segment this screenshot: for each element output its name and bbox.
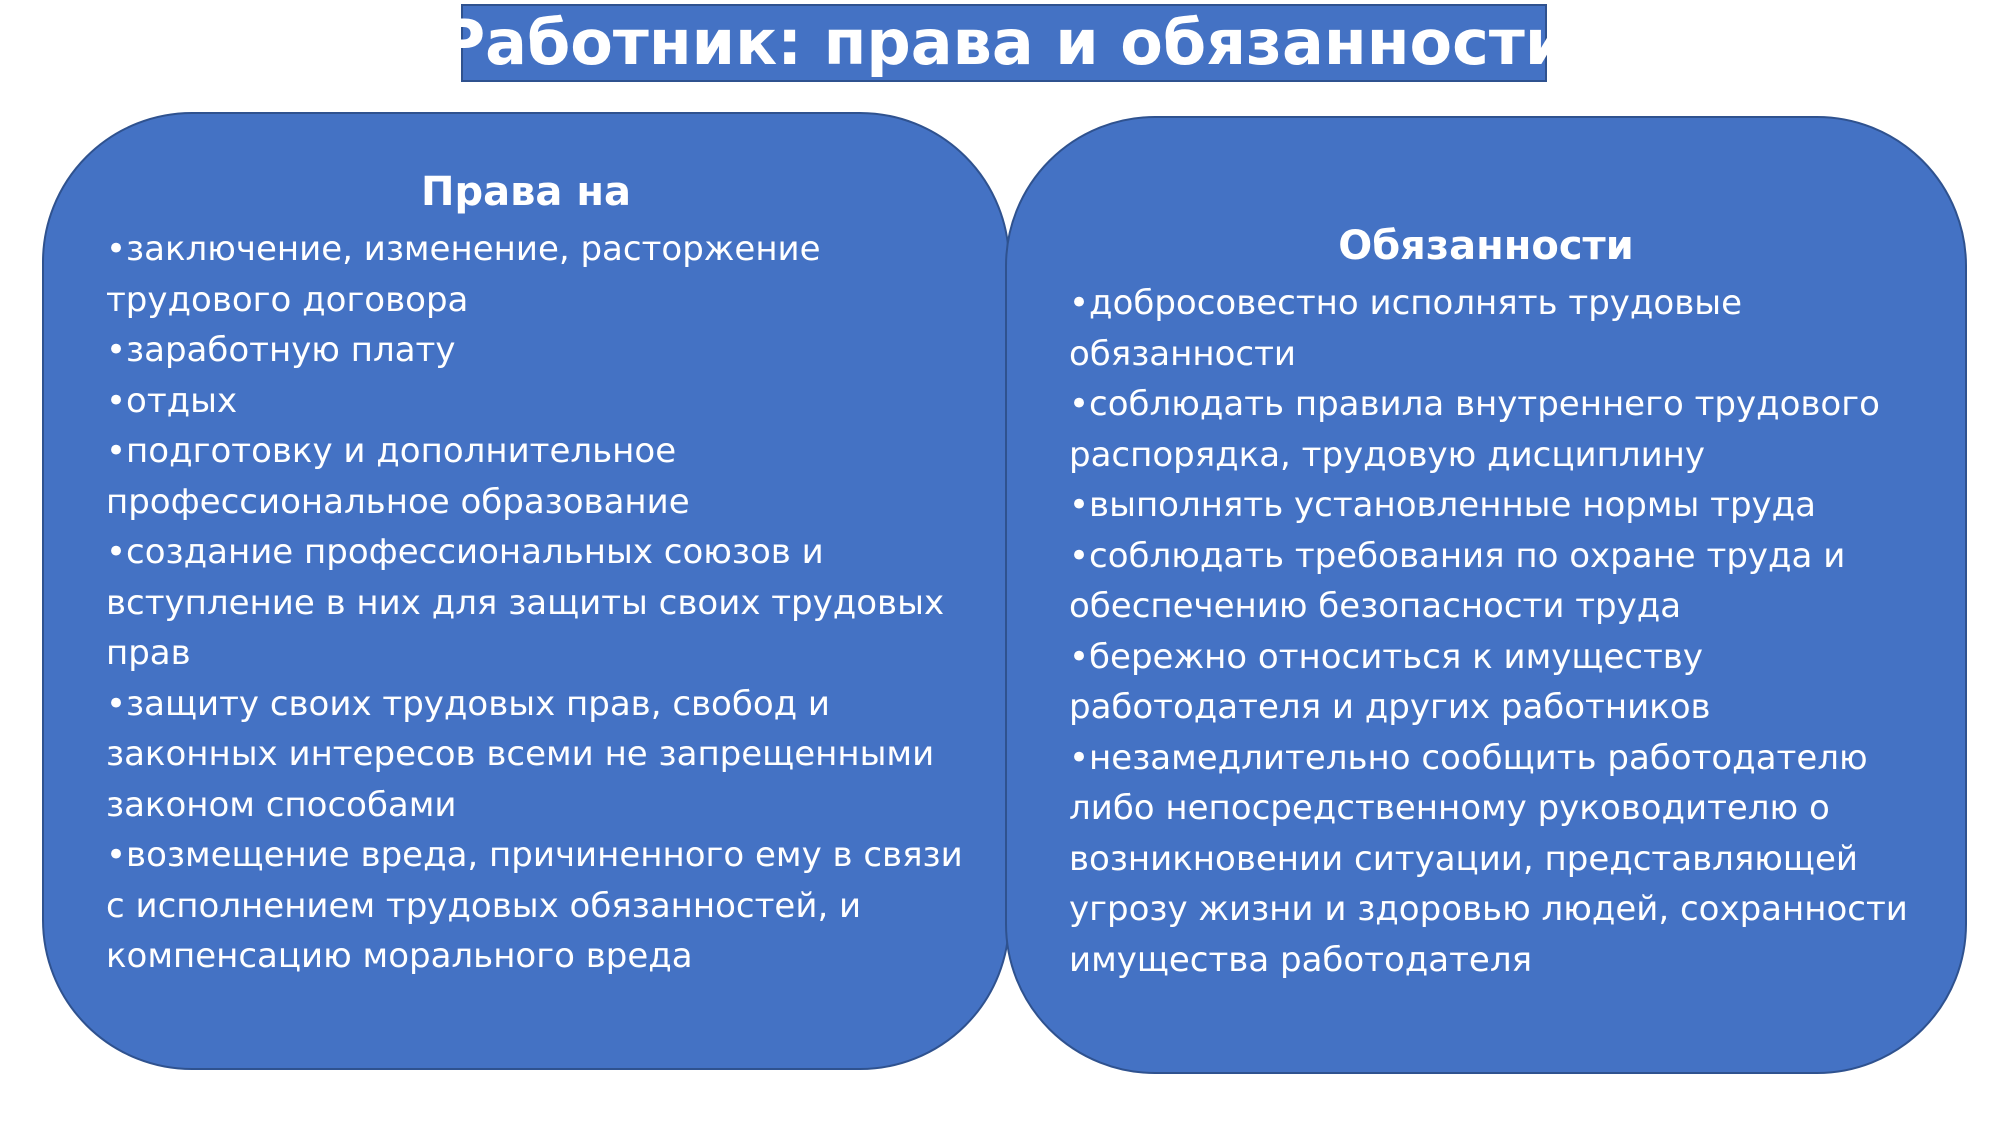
rights-item: •заработную плату xyxy=(106,330,456,370)
duties-item: •соблюдать требования по охране труда и обеспечению безопасности труда xyxy=(1069,535,1846,626)
duties-list xyxy=(1069,278,1929,985)
page-title: Работник: права и обязанности xyxy=(439,6,1569,79)
rights-panel xyxy=(42,112,1010,1070)
duties-item: •соблюдать правила внутреннего трудового распорядка, трудовую дисциплину xyxy=(1069,384,1880,475)
rights-heading: Права на xyxy=(421,169,631,215)
duties-item: •добросовестно исполнять трудовые обязанности xyxy=(1069,283,1743,374)
rights-item: •заключение, изменение, расторжение трудового договора xyxy=(106,229,821,320)
duties-item: •бережно относиться к имуществу работодателя и других работников xyxy=(1069,636,1711,727)
duties-heading: Обязанности xyxy=(1338,223,1634,269)
rights-item: •подготовку и дополнительное профессиональное образование xyxy=(106,431,690,522)
title-banner xyxy=(439,4,1569,82)
duties-item: •выполнять установленные нормы труда xyxy=(1069,485,1817,525)
duties-item: •незамедлительно сообщить работодателю либо непосредственному руководителю о возникновении ситуации, представляющей угрозу жизни и здоровью людей, сохранности имущества работодателя xyxy=(1069,737,1908,980)
rights-list xyxy=(106,224,966,982)
rights-item: •возмещение вреда, причиненного ему в связи с исполнением трудовых обязанностей, и компенсацию морального вреда xyxy=(106,835,963,976)
rights-item: •отдых xyxy=(106,380,238,421)
rights-item: •создание профессиональных союзов и вступление в них для защиты своих трудовых прав xyxy=(106,532,945,673)
rights-item: •защиту своих трудовых прав, свобод и законных интересов всеми не запрещенными законом способами xyxy=(106,683,935,825)
duties-panel xyxy=(1005,116,1967,1074)
